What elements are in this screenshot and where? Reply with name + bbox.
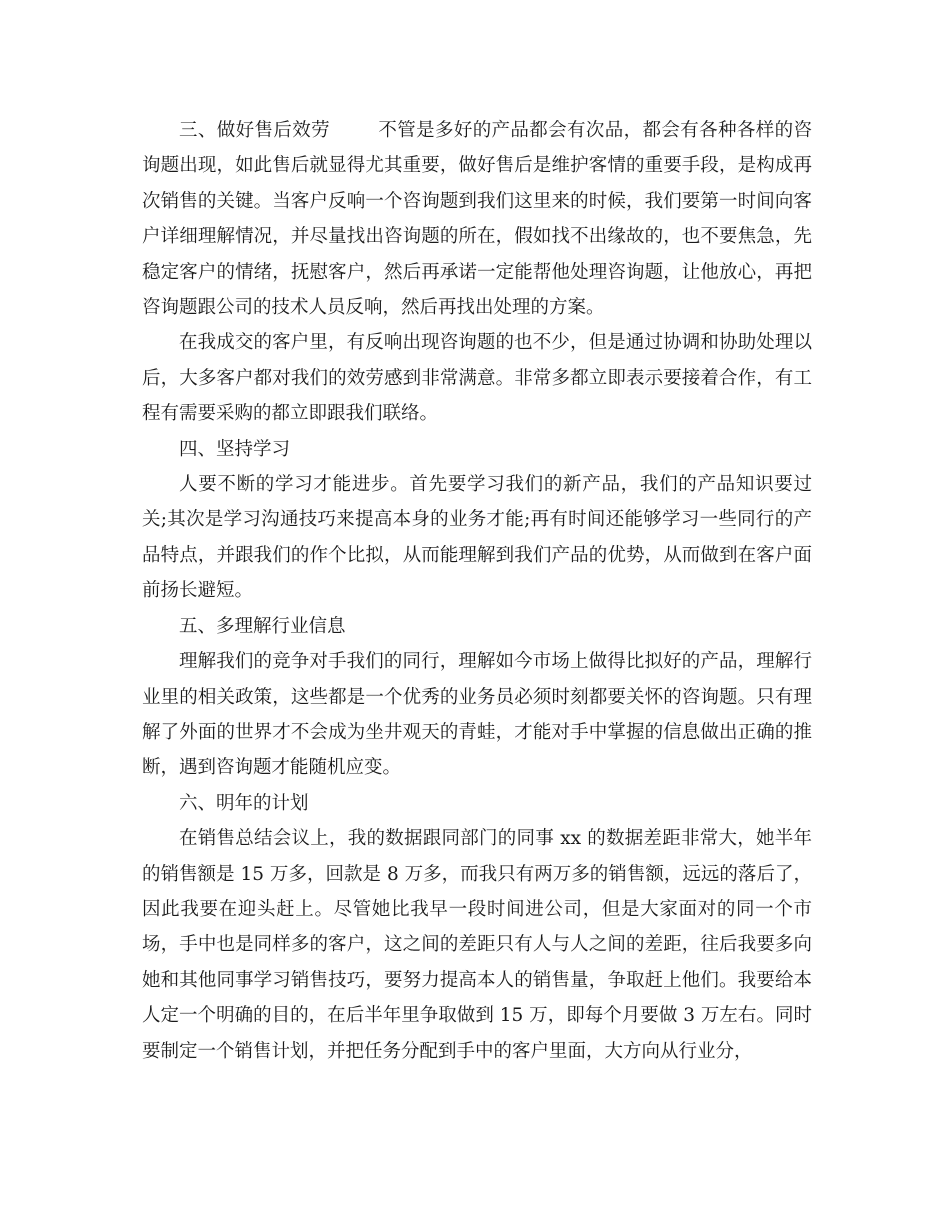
document-body bbox=[142, 113, 812, 1069]
section-3-body: 不管是多好的产品都会有次品，都会有各种各样的咨询题出现，如此售后就显得尤其重要，做好售后是维护客情的重要手段，是构成再次销售的关键。当客户反响一个咨询题到我们这里来的时候，我们要第一时间向客户详细理解情况，并尽量找出咨询题的所在，假如找不出缘故的，也不要焦急，先稳定客户的情绪，抚慰客户，然后再承诺一定能帮他处理咨询题，让他放心，再把咨询题跟公司的技术人员反响，然后再找出处理的方案。 bbox=[142, 120, 812, 319]
section-5-paragraph: 理解我们的竞争对手我们的同行，理解如今市场上做得比拟好的产品，理解行业里的相关政策，这些都是一个优秀的业务员必须时刻都要关怀的咨询题。只有理解了外面的世界才不会成为坐井观天的青蛙，才能对手中掌握的信息做出正确的推断，遇到咨询题才能随机应变。 bbox=[142, 651, 812, 779]
section-6-paragraph: 在销售总结会议上，我的数据跟同部门的同事 xx 的数据差距非常大，她半年的销售额是 15 万多，回款是 8 万多，而我只有两万多的销售额，远远的落后了，因此我要在迎头赶上。尽管她比我早一段时间进公司，但是大家面对的同一个市场，手中也是同样多的客户，这之间的差距只有人与人之间的差距，往后我要多向她和其他同事学习销售技巧，要努力提高本人的销售量，争取赶上他们。我要给本人定一个明确的目的，在后半年里争取做到 15 万，即每个月要做 3 万左右。同时要制定一个销售计划，并把任务分配到手中的客户里面，大方向从行业分， bbox=[142, 828, 812, 1062]
section-5-heading: 五、多理解行业信息 bbox=[179, 615, 346, 637]
section-3-paragraph bbox=[142, 113, 812, 325]
section-3-heading: 三、做好售后效劳 bbox=[179, 120, 330, 141]
section-6-heading: 六、明年的计划 bbox=[179, 792, 309, 814]
section-3-paragraph-2: 在我成交的客户里，有反响出现咨询题的也不少，但是通过协调和协助处理以后，大多客户都对我们的效劳感到非常满意。非常多都立即表示要接着合作，有工程有需要采购的都立即跟我们联络。 bbox=[142, 332, 812, 425]
section-4-paragraph: 人要不断的学习才能进步。首先要学习我们的新产品，我们的产品知识要过关;其次是学习沟通技巧来提高本身的业务才能;再有时间还能够学习一些同行的产品特点，并跟我们的作个比拟，从而能理解到我们产品的优势，从而做到在客户面前扬长避短。 bbox=[142, 474, 812, 602]
section-4-heading: 四、坚持学习 bbox=[179, 438, 291, 460]
